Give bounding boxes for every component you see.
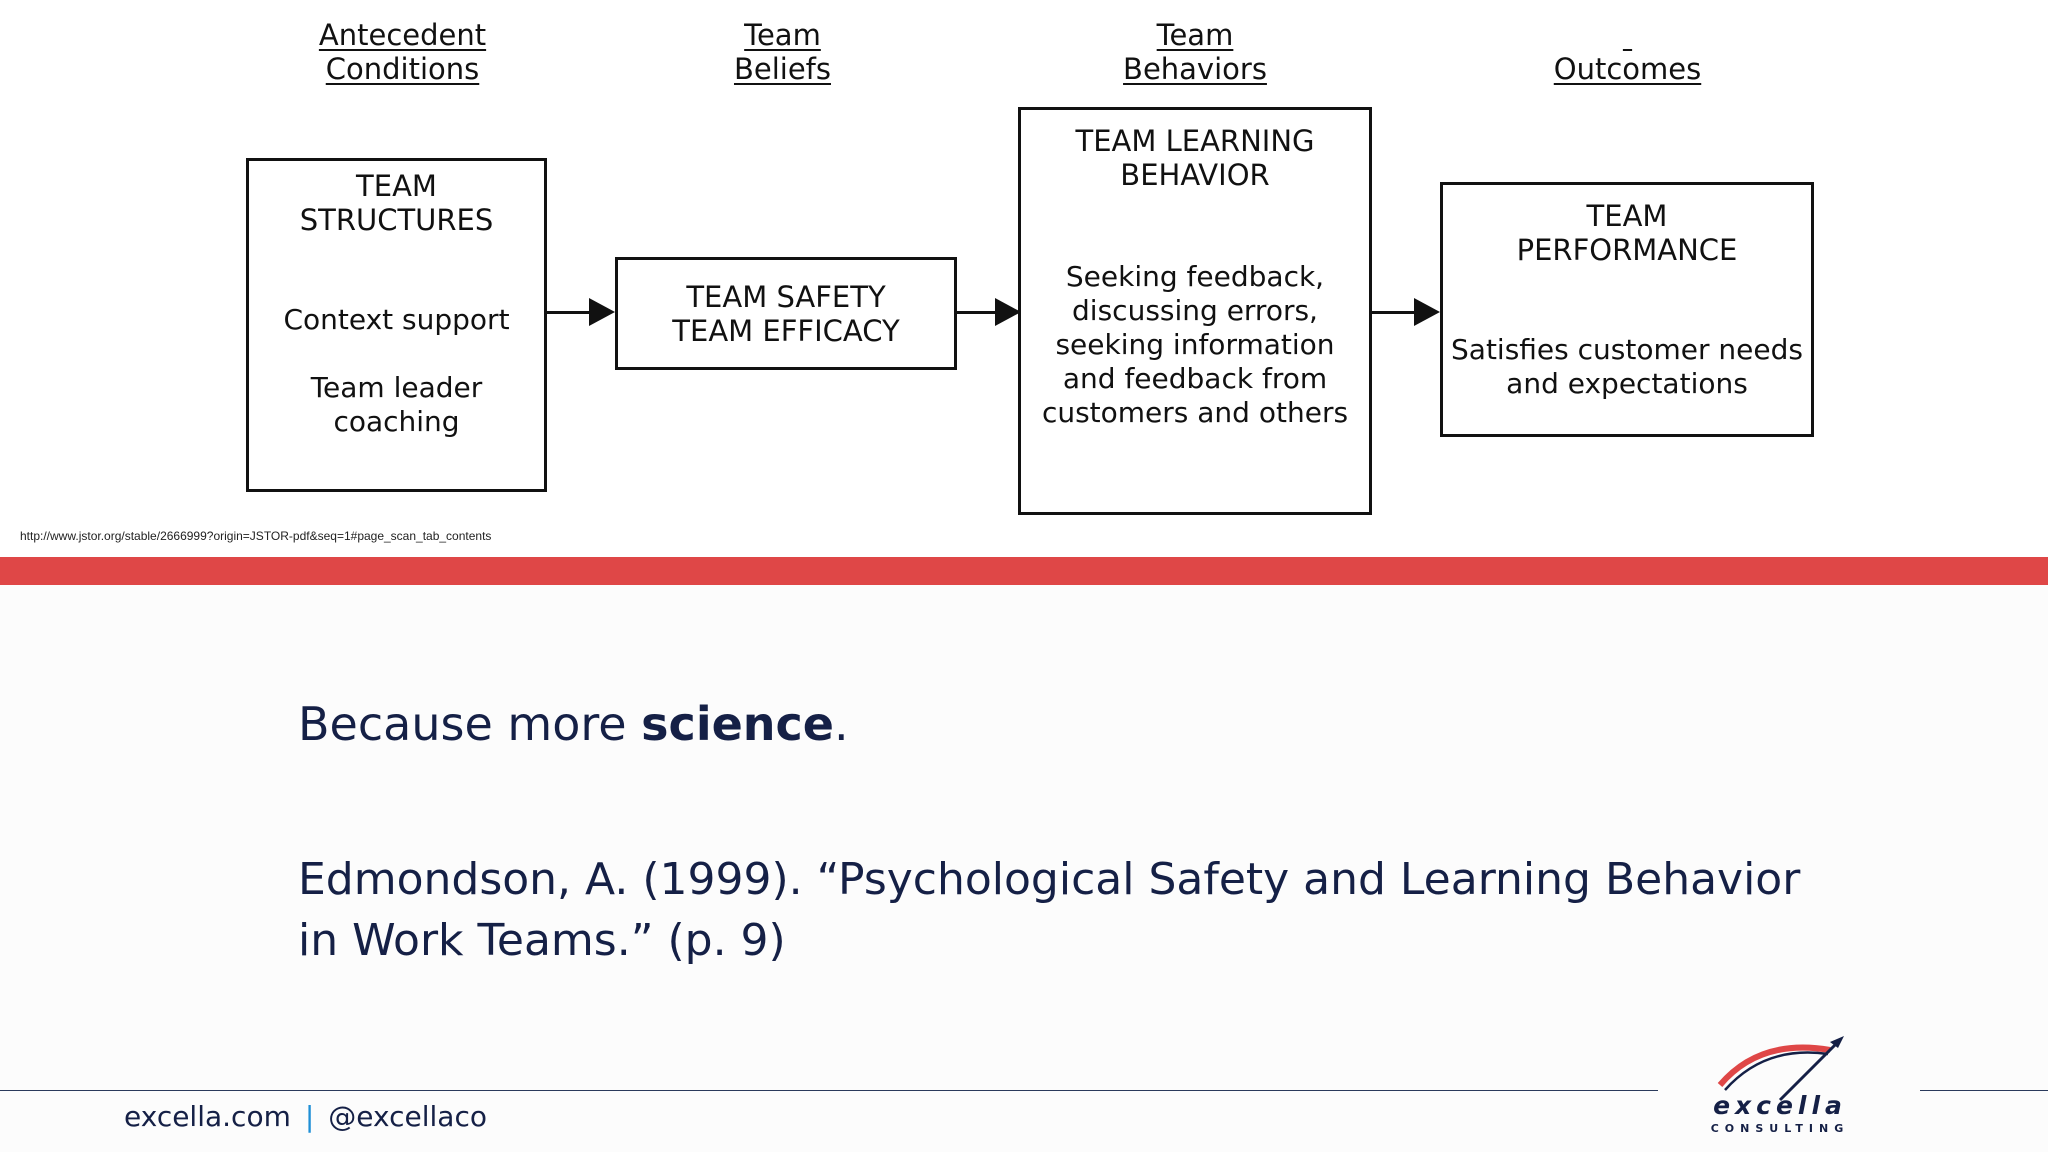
arrow-right-icon <box>547 311 611 314</box>
website-link[interactable]: excella.com <box>124 1100 291 1133</box>
logo-sub: CONSULTING <box>1710 1122 1850 1135</box>
team-performance-box <box>1440 182 1814 437</box>
header-line: Beliefs <box>733 52 831 86</box>
box-title: TEAM LEARNING BEHAVIOR <box>1075 124 1315 192</box>
header-line: Outcomes <box>1553 52 1702 86</box>
header-line: Behaviors <box>1123 52 1267 86</box>
arrow-right-icon <box>957 311 1017 314</box>
citation: Edmondson, A. (1999). “Psychological Safety and Learning Behavior in Work Teams.” (p. 9) <box>298 854 1801 966</box>
column-header-behaviors <box>1100 18 1290 86</box>
headline <box>298 697 849 751</box>
header-line <box>1530 18 1725 52</box>
footer-separator: | <box>304 1100 315 1133</box>
column-header-beliefs <box>700 18 865 86</box>
research-diagram <box>0 0 2048 560</box>
social-handle[interactable]: @excellaco <box>328 1100 487 1133</box>
box-body: Satisfies customer needs and expectations <box>1451 333 1803 400</box>
header-line: Team <box>744 18 821 52</box>
headline-bold: science <box>641 697 834 751</box>
arrow-right-icon <box>1372 311 1436 314</box>
header-line: Team <box>1156 18 1234 52</box>
footer <box>124 1100 487 1133</box>
footer-divider <box>0 1090 1658 1091</box>
team-learning-box <box>1018 107 1372 515</box>
column-header-antecedent <box>300 18 505 86</box>
header-line: Conditions <box>325 52 480 86</box>
source-link[interactable]: http://www.jstor.org/stable/2666999?origin=JSTOR-pdf&seq=1#page_scan_tab_contents <box>20 529 492 543</box>
box-body: Seeking feedback, discussing errors, seeking information and feedback from customers and others <box>1041 260 1349 429</box>
box-title: TEAM SAFETY TEAM EFFICACY <box>672 280 900 348</box>
box-item: Context support <box>283 303 510 336</box>
box-item: Team leader coaching <box>310 371 483 438</box>
team-structures-box <box>246 158 547 492</box>
excella-logo <box>1680 1030 1880 1140</box>
logo-swoosh-navy <box>1725 1053 1828 1091</box>
headline-prefix: Because more <box>298 697 642 751</box>
accent-bar <box>0 557 2048 585</box>
team-beliefs-box <box>615 257 957 370</box>
headline-suffix: . <box>834 697 849 751</box>
box-title: TEAM PERFORMANCE <box>1516 199 1738 267</box>
header-line: Antecedent <box>318 18 487 52</box>
footer-divider <box>1920 1090 2048 1091</box>
logo-word: excella <box>1713 1091 1847 1120</box>
column-header-outcomes <box>1530 18 1725 86</box>
box-title: TEAM STRUCTURES <box>299 169 494 237</box>
